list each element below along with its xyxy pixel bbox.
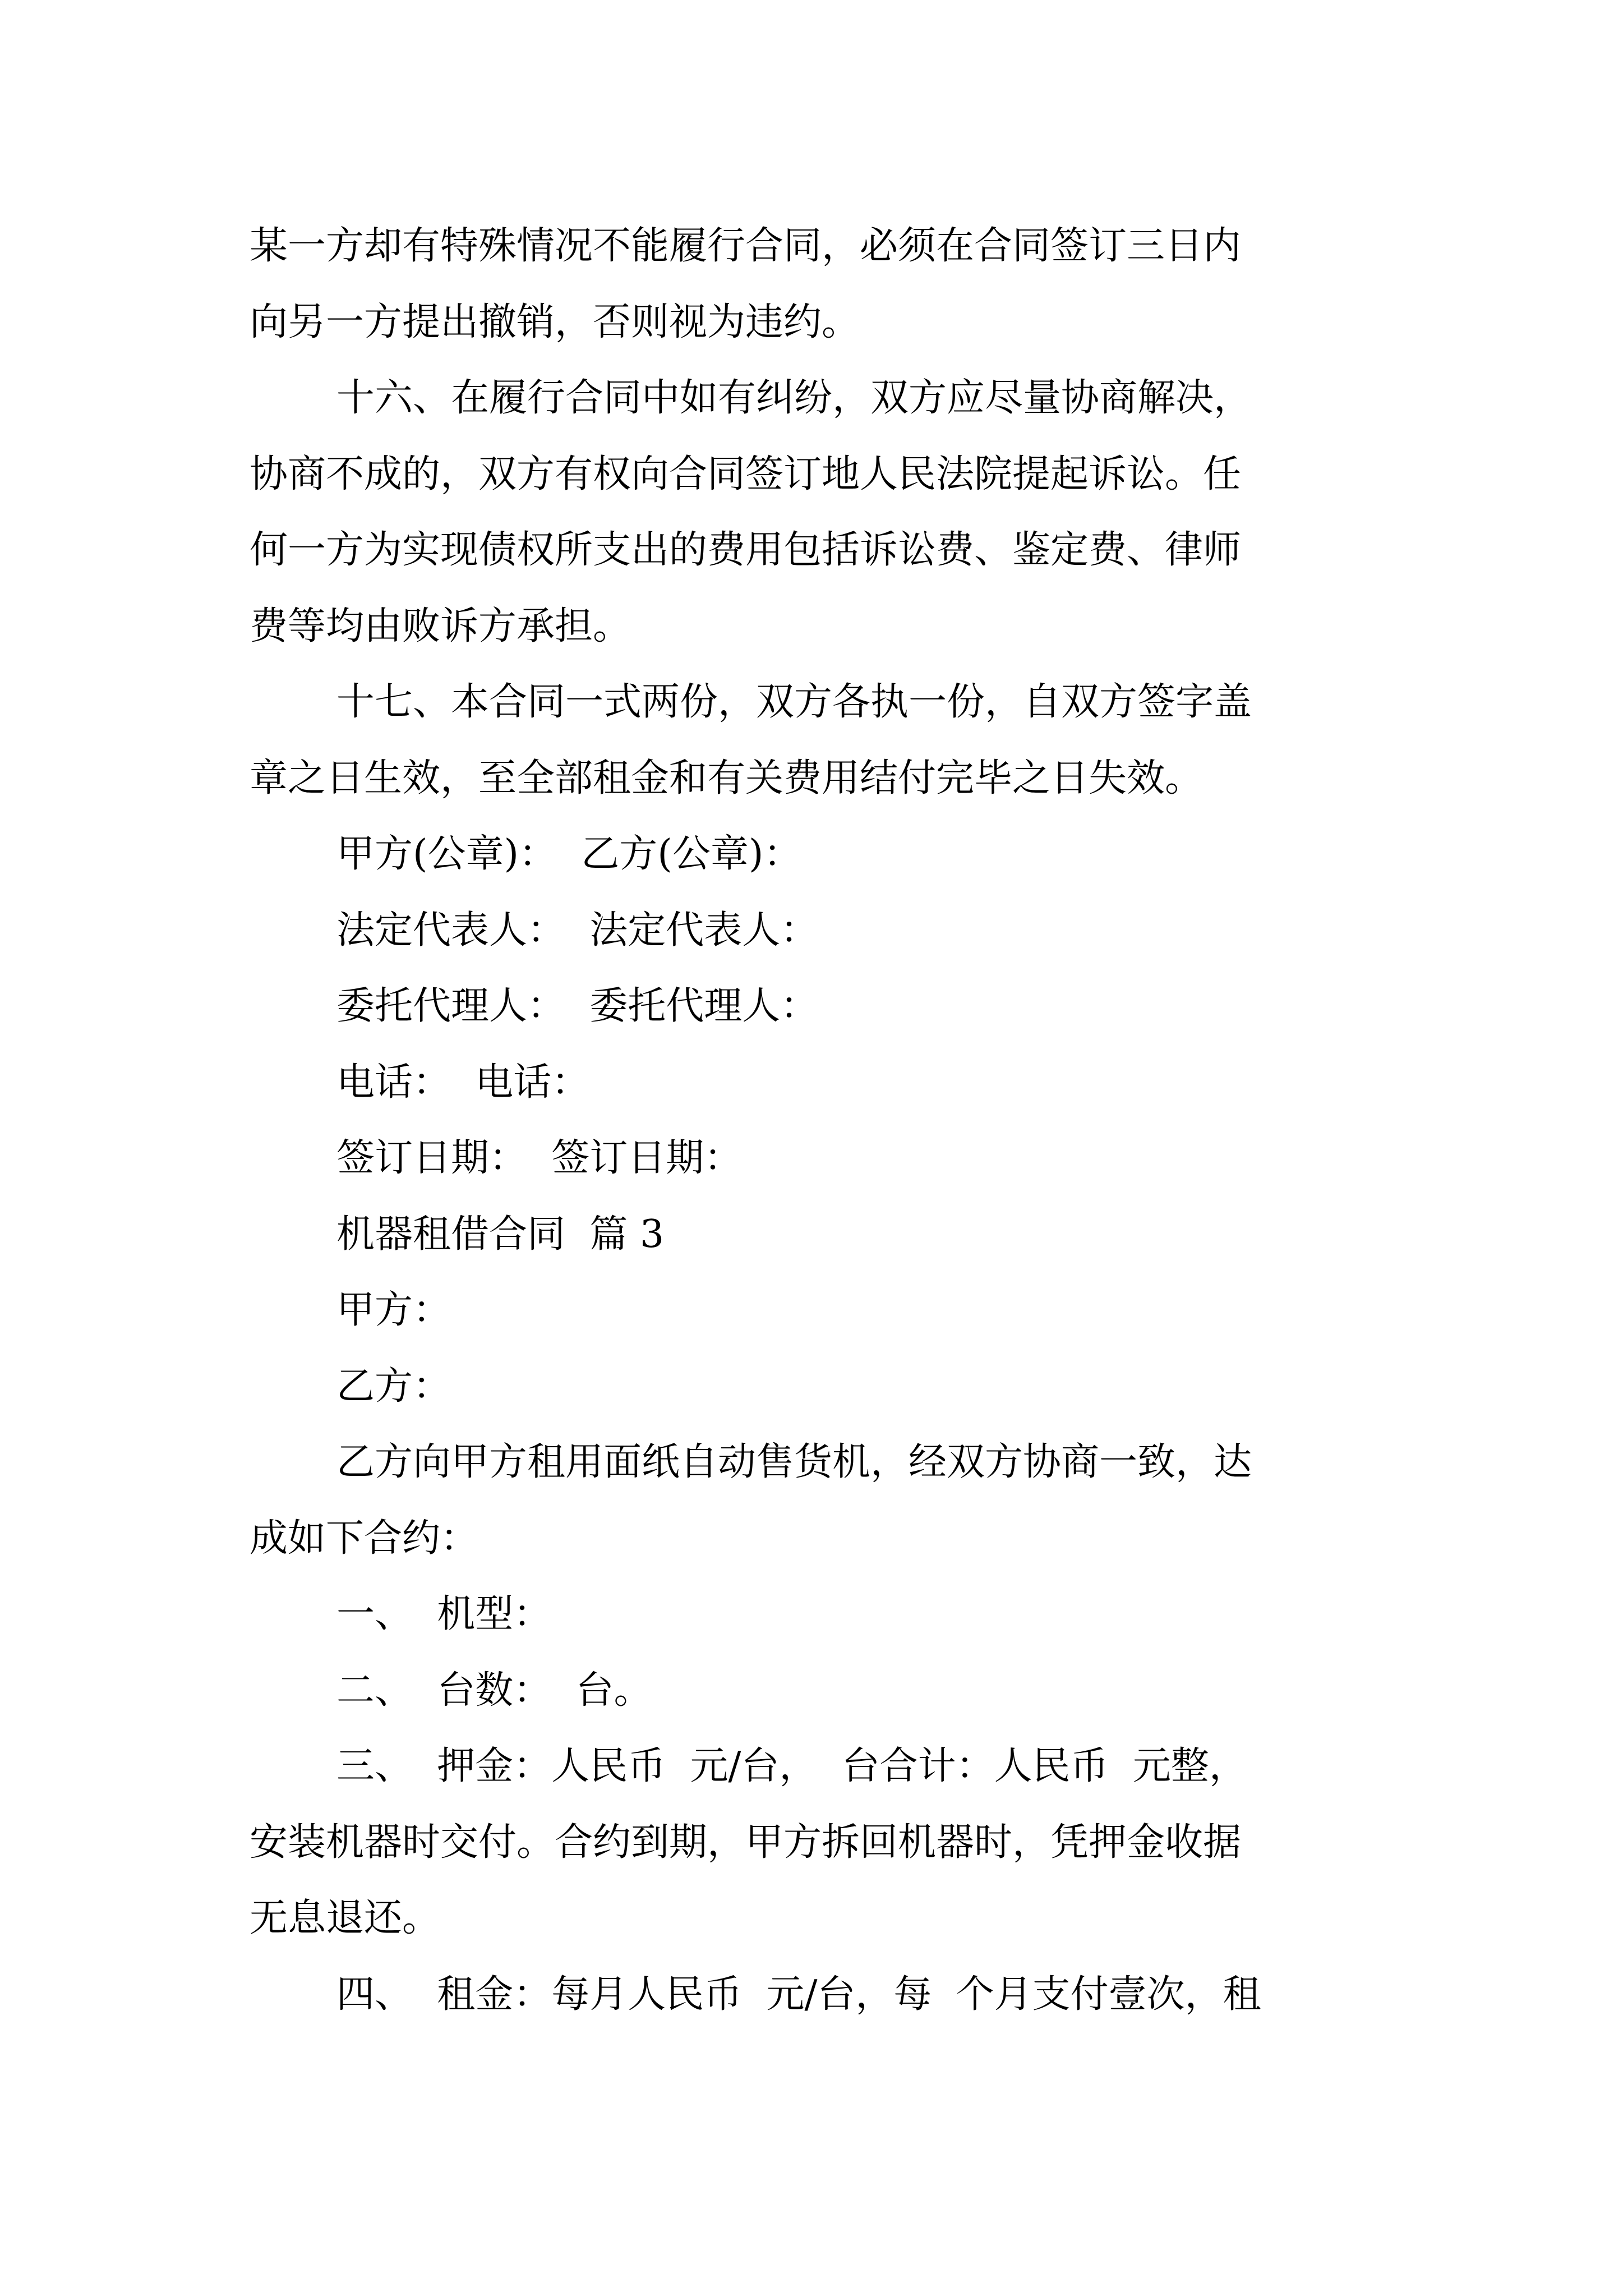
party-b-line: 乙方： xyxy=(336,1364,451,1409)
contract-3-title: 机器租借合同 篇 3 xyxy=(336,1212,665,1257)
clause-17-line-1: 十七、本合同一式两份，双方各执一份，自双方签字盖 xyxy=(336,680,1252,724)
party-a-line: 甲方： xyxy=(336,1288,451,1332)
clause-17-line-2: 章之日生效，至全部租金和有关费用结付完毕之日失效。 xyxy=(250,756,1204,800)
signature-date-line: 签订日期： 签订日期： xyxy=(336,1136,743,1180)
item-3-deposit-line-2: 安装机器时交付。合约到期，甲方拆回机器时，凭押金收据 xyxy=(250,1820,1242,1865)
clause-16-line-4: 费等均由败诉方承担。 xyxy=(250,604,631,648)
clause-16-line-3: 何一方为实现债权所支出的费用包括诉讼费、鉴定费、律师 xyxy=(250,528,1242,572)
preamble-line-1: 乙方向甲方租用面纸自动售货机，经双方协商一致，达 xyxy=(336,1440,1252,1484)
body-line-1: 某一方却有特殊情况不能履行合同，必须在合同签订三日内 xyxy=(250,224,1242,268)
item-3-deposit-line-1: 三、 押金：人民币 元/台， 台合计：人民币 元整， xyxy=(336,1744,1247,1788)
body-line-2: 向另一方提出撤销，否则视为违约。 xyxy=(250,300,860,344)
item-2-quantity: 二、 台数： 台。 xyxy=(336,1668,652,1713)
clause-16-line-2: 协商不成的，双方有权向合同签订地人民法院提起诉讼。任 xyxy=(250,452,1242,496)
signature-phone-line: 电话： 电话： xyxy=(336,1060,590,1105)
clause-16-line-1: 十六、在履行合同中如有纠纷，双方应尽量协商解决， xyxy=(336,376,1252,420)
signature-agent-line: 委托代理人： 委托代理人： xyxy=(336,984,819,1028)
item-4-rent-line-1: 四、 租金：每月人民币 元/台，每 个月支付壹次，租 xyxy=(336,1972,1261,2017)
signature-representative-line: 法定代表人： 法定代表人： xyxy=(336,908,819,953)
item-3-deposit-line-3: 无息退还。 xyxy=(250,1896,441,1940)
signature-seal-line: 甲方(公章)： 乙方(公章)： xyxy=(336,832,802,876)
preamble-line-2: 成如下合约： xyxy=(250,1516,479,1561)
item-1-model: 一、 机型： xyxy=(336,1592,552,1636)
